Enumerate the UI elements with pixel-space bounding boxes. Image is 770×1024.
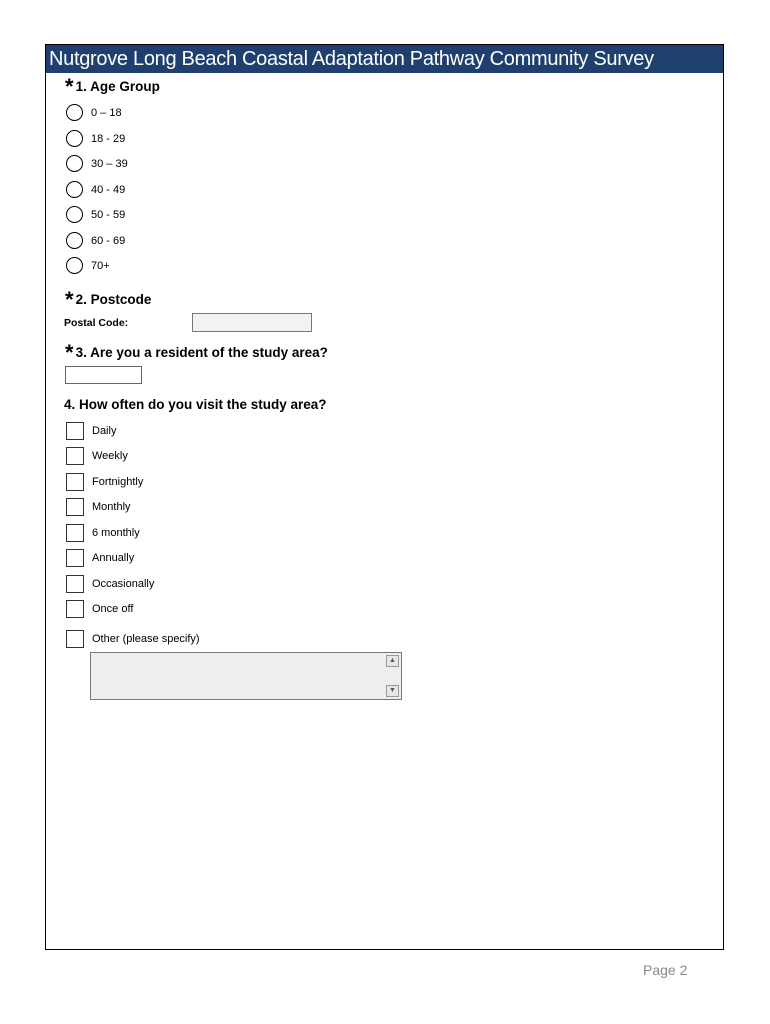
radio-button[interactable]: [66, 104, 83, 121]
question-1-heading: [65, 74, 160, 99]
question-1-label: 1. Age Group: [75, 79, 160, 94]
visit-option-fortnightly[interactable]: [66, 473, 143, 491]
option-label: 30 – 39: [91, 157, 128, 170]
question-4-heading: 4. How often do you visit the study area?: [64, 397, 327, 412]
checkbox[interactable]: [66, 549, 84, 567]
age-option-50-59[interactable]: [66, 206, 125, 223]
visit-option-weekly[interactable]: [66, 447, 128, 465]
option-label: Annually: [92, 552, 135, 564]
visit-option-monthly[interactable]: [66, 498, 131, 516]
option-label: Weekly: [92, 450, 128, 462]
scroll-down-arrow-icon[interactable]: ▼: [386, 685, 399, 697]
checkbox[interactable]: [66, 473, 84, 491]
visit-option-once-off[interactable]: [66, 600, 133, 618]
checkbox[interactable]: [66, 447, 84, 465]
radio-button[interactable]: [66, 257, 83, 274]
checkbox[interactable]: [66, 422, 84, 440]
checkbox[interactable]: [66, 630, 84, 648]
checkbox[interactable]: [66, 600, 84, 618]
other-specify-textarea[interactable]: [90, 652, 402, 700]
option-label: Monthly: [92, 501, 131, 513]
radio-button[interactable]: [66, 155, 83, 172]
checkbox[interactable]: [66, 498, 84, 516]
option-label: Other (please specify): [92, 633, 200, 645]
resident-input[interactable]: [65, 366, 142, 384]
survey-title: Nutgrove Long Beach Coastal Adaptation Pathway Community Survey: [46, 45, 723, 73]
option-label: Once off: [92, 603, 134, 615]
postal-code-label: Postal Code:: [64, 317, 129, 329]
checkbox[interactable]: [66, 524, 84, 542]
visit-option-daily[interactable]: [66, 422, 116, 440]
radio-button[interactable]: [66, 206, 83, 223]
option-label: 6 monthly: [92, 527, 140, 539]
age-option-30-39[interactable]: [66, 155, 128, 172]
option-label: 60 - 69: [91, 234, 126, 247]
radio-button[interactable]: [66, 232, 83, 249]
postal-code-input[interactable]: [192, 313, 312, 332]
age-option-40-49[interactable]: [66, 181, 125, 198]
required-marker: *: [65, 287, 74, 312]
age-option-60-69[interactable]: [66, 232, 125, 249]
question-2-label: 2. Postcode: [75, 292, 152, 307]
required-marker: *: [65, 74, 74, 99]
survey-page-frame: [45, 44, 724, 950]
age-option-70-plus[interactable]: [66, 257, 110, 274]
question-3-heading: [65, 340, 328, 365]
visit-option-other[interactable]: [66, 630, 200, 648]
option-label: 50 - 59: [91, 208, 126, 221]
visit-option-annually[interactable]: [66, 549, 134, 567]
checkbox[interactable]: [66, 575, 84, 593]
question-2-heading: [65, 287, 152, 312]
option-label: Daily: [92, 425, 117, 437]
option-label: 0 – 18: [91, 106, 122, 119]
option-label: Fortnightly: [92, 476, 144, 488]
page-number: Page 2: [643, 962, 688, 978]
option-label: 40 - 49: [91, 183, 126, 196]
option-label: Occasionally: [92, 578, 155, 590]
required-marker: *: [65, 340, 74, 365]
radio-button[interactable]: [66, 130, 83, 147]
visit-option-6-monthly[interactable]: [66, 524, 140, 542]
visit-option-occasionally[interactable]: [66, 575, 154, 593]
scroll-up-arrow-icon[interactable]: ▲: [386, 655, 399, 667]
age-option-18-29[interactable]: [66, 130, 125, 147]
option-label: 18 - 29: [91, 132, 126, 145]
age-option-0-18[interactable]: [66, 104, 122, 121]
question-3-label: 3. Are you a resident of the study area?: [75, 345, 328, 360]
radio-button[interactable]: [66, 181, 83, 198]
option-label: 70+: [91, 259, 110, 272]
